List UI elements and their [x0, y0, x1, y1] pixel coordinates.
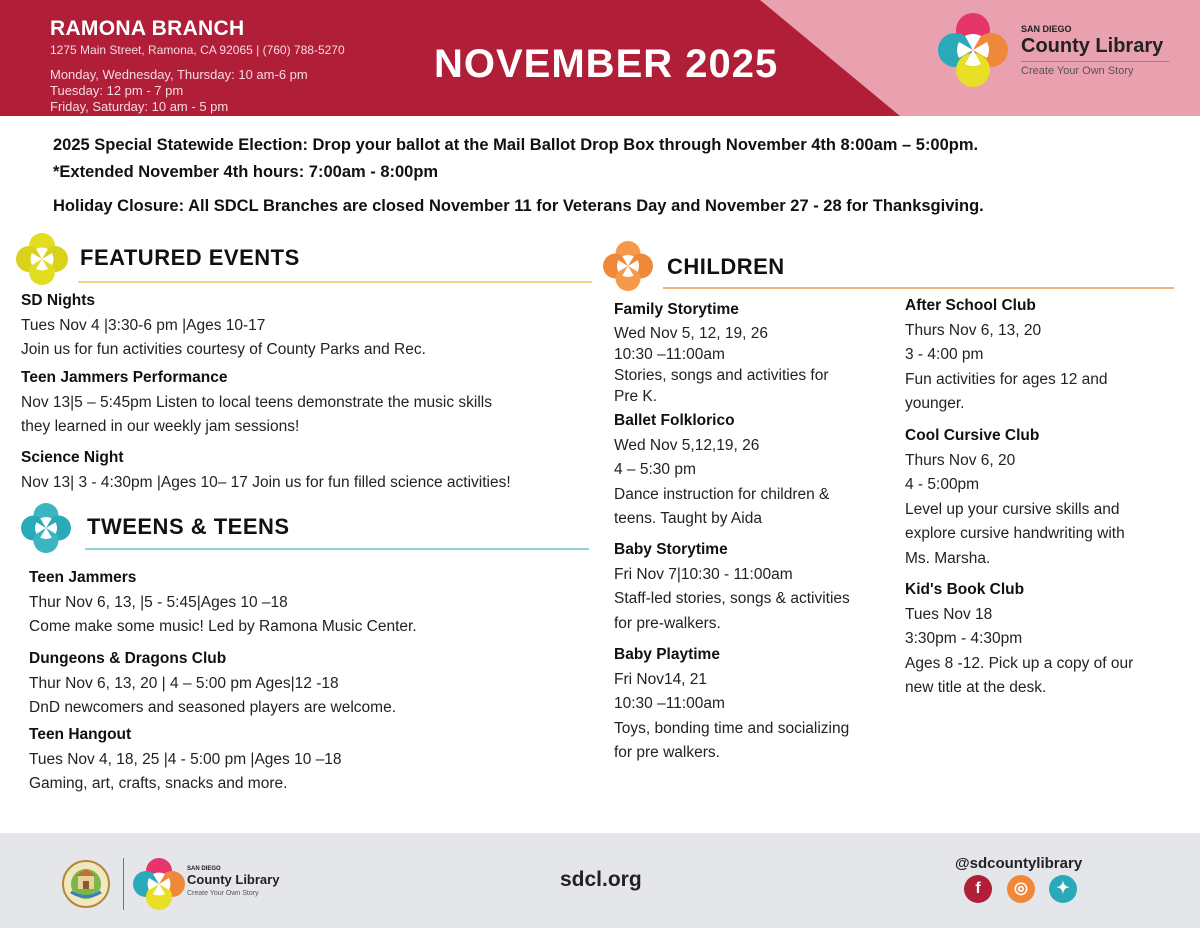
- event-line: Nov 13|5 – 5:45pm Listen to local teens demonstrate the music skills: [21, 393, 492, 411]
- event-line: Thurs Nov 6, 20: [905, 451, 1016, 469]
- event-title: Dungeons & Dragons Club: [29, 650, 227, 667]
- event-line: Level up your cursive skills and: [905, 500, 1120, 518]
- event-line: Fun activities for ages 12 and: [905, 370, 1108, 388]
- event-line: Thurs Nov 6, 13, 20: [905, 321, 1042, 339]
- event-family-storytime: [614, 298, 829, 407]
- event-line: Tues Nov 4 |3:30-6 pm |Ages 10-17: [21, 316, 266, 334]
- event-line: Nov 13| 3 - 4:30pm |Ages 10– 17 Join us for fun filled science activities!: [21, 473, 511, 491]
- footer-divider: [123, 858, 124, 910]
- twitter-icon[interactable]: ✦: [1049, 875, 1077, 903]
- event-sd-nights: [21, 289, 426, 363]
- footer-logo-tagline: Create Your Own Story: [187, 890, 259, 897]
- logo-line1: SAN DIEGO: [1021, 24, 1072, 34]
- event-line: younger.: [905, 395, 965, 412]
- event-line: Fri Nov14, 21: [614, 670, 708, 688]
- event-line: Join us for fun activities courtesy of County Parks and Rec.: [21, 341, 426, 358]
- event-title: Ballet Folklorico: [614, 412, 735, 429]
- event-line: Staff-led stories, songs & activities: [614, 590, 850, 607]
- event-line: Stories, songs and activities for: [614, 366, 829, 384]
- footer-logo-line2: County Library: [187, 872, 280, 887]
- children-flower-icon: [603, 241, 653, 291]
- logo-text: [1021, 24, 1169, 77]
- footer-logo-line1: SAN DIEGO: [187, 866, 221, 872]
- branch-address: 1275 Main Street, Ramona, CA 92065 | (760) 788-5270: [50, 43, 345, 57]
- event-line: Toys, bonding time and socializing: [614, 719, 850, 737]
- event-after-school-club: [905, 294, 1107, 417]
- event-teen-jammers: [29, 566, 417, 640]
- event-line: 10:30 –11:00am: [614, 695, 725, 712]
- header-banner: [0, 0, 1200, 116]
- event-line: teens. Taught by Aida: [614, 510, 762, 527]
- website-link[interactable]: sdcl.org: [560, 868, 642, 891]
- event-line: Dance instruction for children &: [614, 485, 830, 503]
- event-line: Thur Nov 6, 13, |5 - 5:45|Ages 10 –18: [29, 593, 288, 611]
- logo-tagline: Create Your Own Story: [1021, 61, 1169, 77]
- event-title: Baby Playtime: [614, 646, 720, 663]
- event-line: 3 - 4:00 pm: [905, 346, 984, 363]
- event-line: for pre walkers.: [614, 744, 720, 761]
- event-title: Teen Hangout: [29, 726, 132, 743]
- event-teen-jammers-performance: [21, 366, 492, 440]
- event-science-night: [21, 446, 511, 495]
- holiday-closure-notice: Holiday Closure: All SDCL Branches are closed November 11 for Veterans Day and November 27 - 28 for Thanksgiving.: [53, 197, 984, 215]
- event-line: Tues Nov 4, 18, 25 |4 - 5:00 pm |Ages 10 –18: [29, 750, 342, 768]
- event-teen-hangout: [29, 723, 342, 797]
- event-line: Gaming, art, crafts, snacks and more.: [29, 775, 288, 792]
- election-notice: 2025 Special Statewide Election: Drop your ballot at the Mail Ballot Drop Box through November 4th 8:00am – 5:00pm.: [53, 136, 979, 154]
- event-title: Baby Storytime: [614, 541, 728, 558]
- featured-rule: [78, 281, 592, 283]
- event-line: 4 - 5:00pm: [905, 476, 980, 493]
- hours-line: Monday, Wednesday, Thursday: 10 am-6 pm: [50, 67, 308, 82]
- tweens-teens-heading: TWEENS & TEENS: [87, 514, 290, 539]
- event-title: Cool Cursive Club: [905, 427, 1040, 444]
- event-title: Science Night: [21, 449, 124, 466]
- extended-hours-notice: *Extended November 4th hours: 7:00am - 8:00pm: [53, 163, 439, 181]
- featured-flower-icon: [16, 233, 68, 285]
- event-line: DnD newcomers and seasoned players are welcome.: [29, 699, 397, 716]
- event-line: they learned in our weekly jam sessions!: [21, 418, 300, 435]
- event-line: 10:30 –11:00am: [614, 345, 725, 363]
- event-line: Tues Nov 18: [905, 605, 993, 623]
- footer-library-logo-icon: [133, 858, 185, 910]
- featured-events-heading: FEATURED EVENTS: [80, 245, 300, 270]
- hours-line: Friday, Saturday: 10 am - 5 pm: [50, 99, 229, 114]
- branch-hours: [50, 67, 308, 115]
- event-dnd-club: [29, 647, 396, 721]
- event-line: Ms. Marsha.: [905, 549, 991, 567]
- event-title: SD Nights: [21, 292, 96, 309]
- event-line: for pre-walkers.: [614, 614, 721, 632]
- event-line: 4 – 5:30 pm: [614, 461, 696, 478]
- event-line: Fri Nov 7|10:30 - 11:00am: [614, 565, 793, 583]
- event-title: Family Storytime: [614, 301, 739, 318]
- teens-flower-icon: [21, 503, 71, 553]
- branch-name: RAMONA BRANCH: [50, 17, 245, 40]
- event-line: Thur Nov 6, 13, 20 | 4 – 5:00 pm Ages|12 -18: [29, 674, 339, 692]
- facebook-icon[interactable]: f: [964, 875, 992, 903]
- footer-logo-text: [187, 866, 279, 897]
- social-handle: @sdcountylibrary: [955, 855, 1083, 872]
- event-title: After School Club: [905, 297, 1036, 314]
- event-line: Come make some music! Led by Ramona Music Center.: [29, 618, 417, 635]
- event-title: Kid's Book Club: [905, 581, 1025, 598]
- hours-line: Tuesday: 12 pm - 7 pm: [50, 83, 184, 98]
- event-cool-cursive-club: [905, 424, 1125, 571]
- event-line: explore cursive handwriting with: [905, 525, 1125, 542]
- event-kids-book-club: [905, 578, 1133, 701]
- event-line: new title at the desk.: [905, 679, 1047, 696]
- logo-line2: County Library: [1021, 35, 1164, 57]
- event-baby-playtime: [614, 643, 849, 766]
- event-title: Teen Jammers: [29, 569, 137, 586]
- event-line: 3:30pm - 4:30pm: [905, 630, 1023, 647]
- event-line: Wed Nov 5,12,19, 26: [614, 436, 760, 454]
- instagram-icon[interactable]: ◎: [1007, 875, 1035, 903]
- event-ballet-folklorico: [614, 409, 829, 532]
- county-seal-icon: [58, 859, 114, 909]
- month-title: NOVEMBER 2025: [434, 42, 779, 86]
- children-rule: [663, 287, 1174, 289]
- teens-rule: [85, 548, 589, 550]
- event-title: Teen Jammers Performance: [21, 369, 228, 386]
- children-heading: CHILDREN: [667, 254, 785, 279]
- event-line: Pre K.: [614, 387, 658, 405]
- event-line: Ages 8 -12. Pick up a copy of our: [905, 654, 1134, 672]
- event-line: Wed Nov 5, 12, 19, 26: [614, 324, 768, 342]
- event-baby-storytime: [614, 538, 850, 636]
